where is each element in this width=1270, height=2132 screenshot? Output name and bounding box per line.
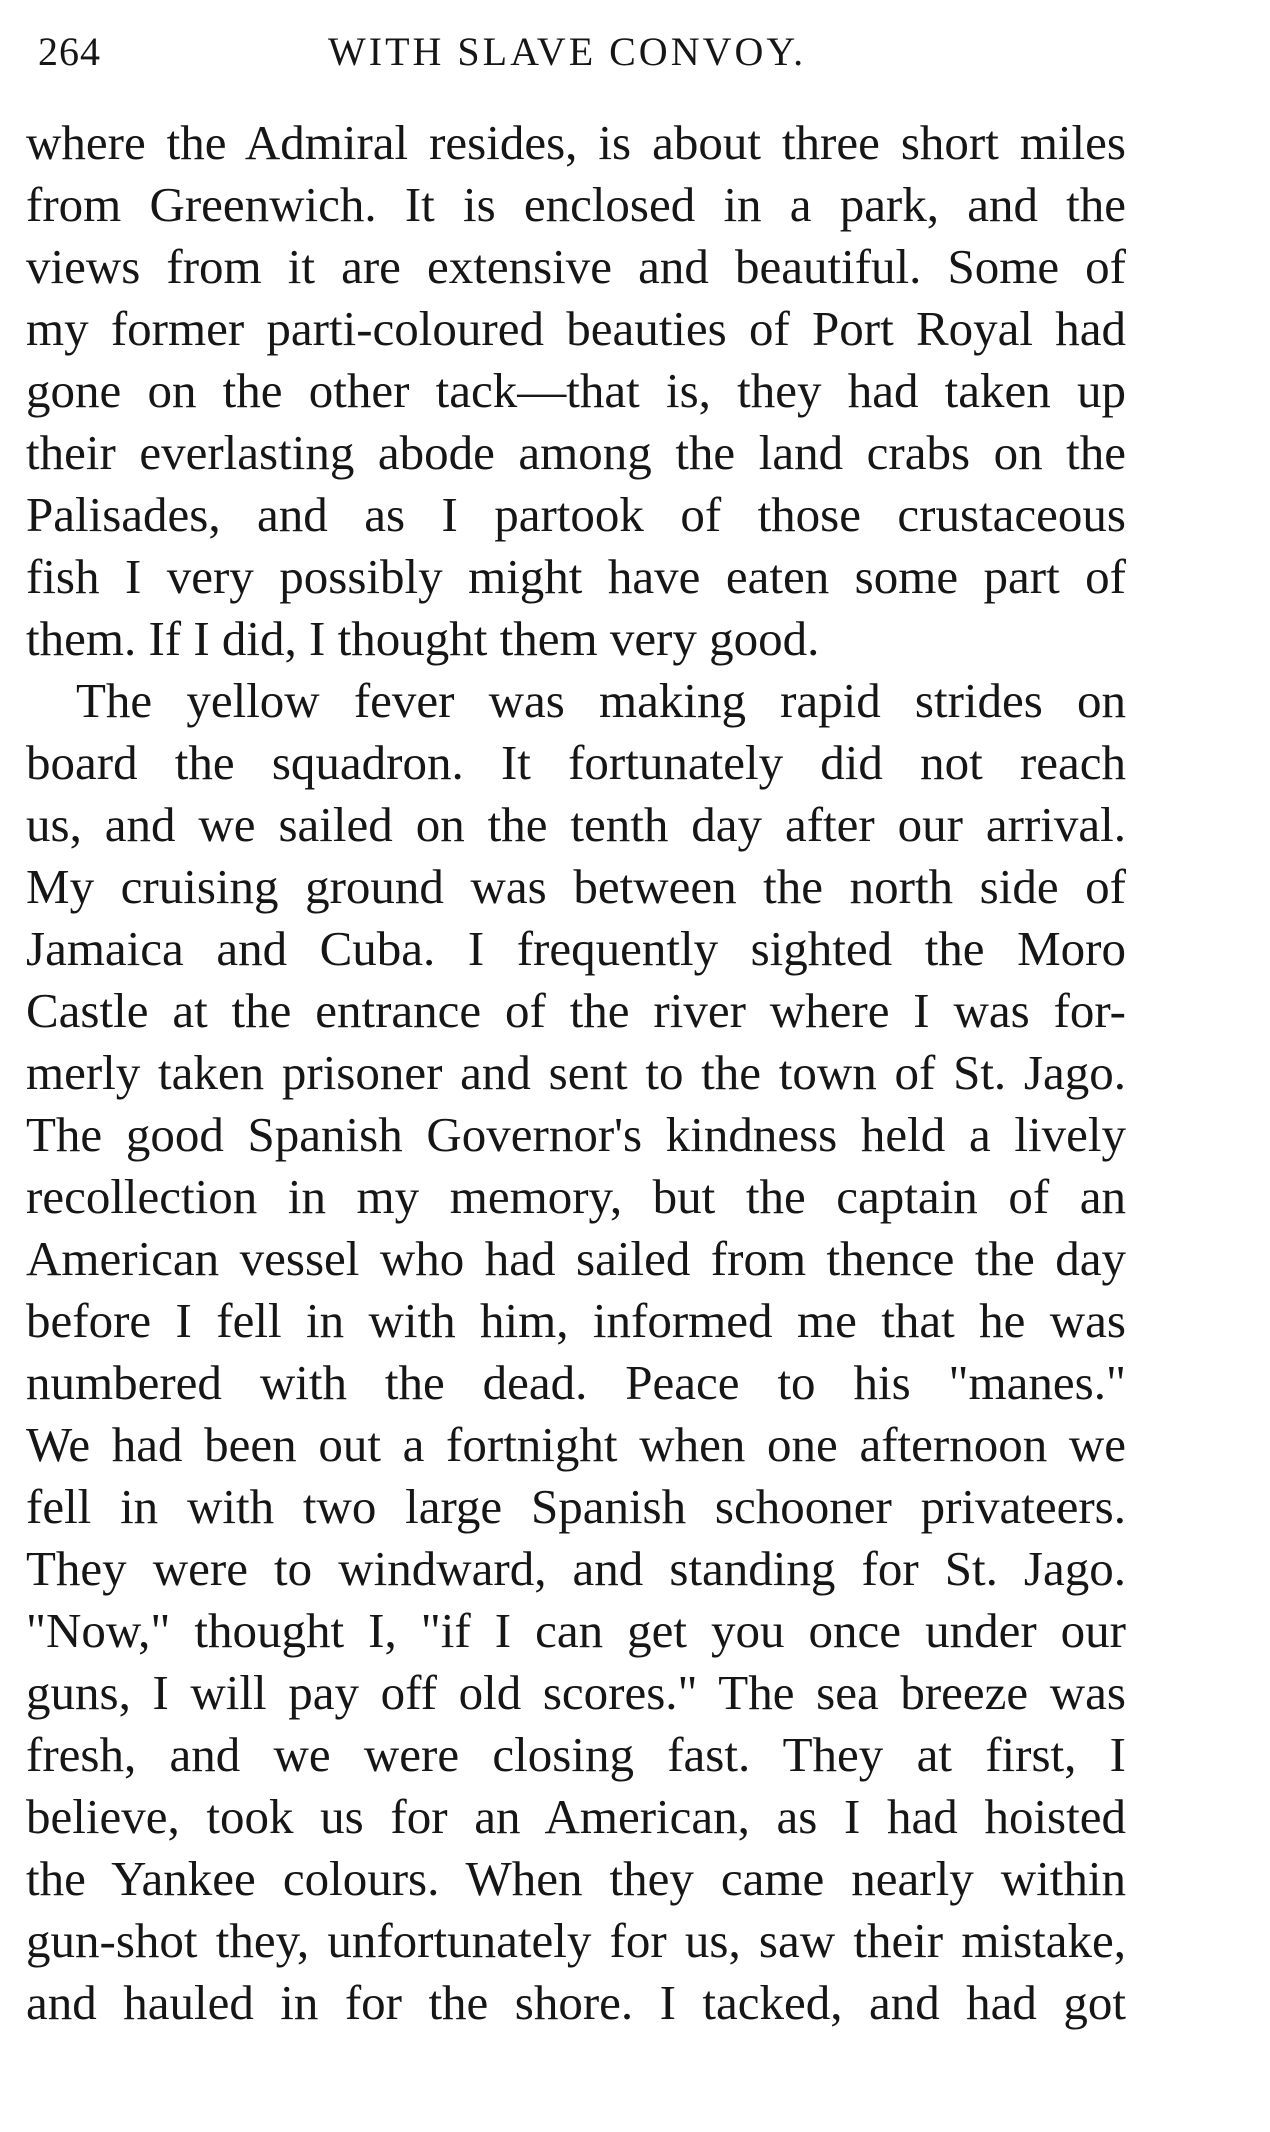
text-line: gone on the other tack—that is, they had taken up bbox=[26, 363, 1126, 418]
text-line: believe, took us for an American, as I had hoisted bbox=[26, 1789, 1126, 1844]
text-line: from Greenwich. It is enclosed in a park, and the bbox=[26, 177, 1126, 232]
text-line: and hauled in for the shore. I tacked, and had got bbox=[26, 1975, 1126, 2030]
text-line: We had been out a fortnight when one afternoon we bbox=[26, 1417, 1126, 1472]
text-line: recollection in my memory, but the captain of an bbox=[26, 1169, 1126, 1224]
text-line: numbered with the dead. Peace to his "manes." bbox=[26, 1355, 1126, 1410]
text-line: gun-shot they, unfortunately for us, saw their mistake, bbox=[26, 1913, 1126, 1968]
text-line: "Now," thought I, "if I can get you once under our bbox=[26, 1603, 1126, 1658]
running-title: WITH SLAVE CONVOY. bbox=[328, 29, 807, 74]
body-text bbox=[26, 112, 1126, 2034]
text-line: They were to windward, and standing for St. Jago. bbox=[26, 1541, 1126, 1596]
text-line: Castle at the entrance of the river where I was for- bbox=[26, 983, 1126, 1038]
running-head bbox=[38, 28, 1138, 88]
text-line: guns, I will pay off old scores." The sea breeze was bbox=[26, 1665, 1126, 1720]
text-line: fresh, and we were closing fast. They at first, I bbox=[26, 1727, 1126, 1782]
text-line: their everlasting abode among the land crabs on the bbox=[26, 425, 1126, 480]
text-line: Palisades, and as I partook of those crustaceous bbox=[26, 487, 1126, 542]
text-line: fell in with two large Spanish schooner privateers. bbox=[26, 1479, 1126, 1534]
text-line: American vessel who had sailed from thence the day bbox=[26, 1231, 1126, 1286]
paragraph-first-line: The yellow fever was making rapid strides on bbox=[76, 673, 1126, 728]
text-line: merly taken prisoner and sent to the town of St. Jago. bbox=[26, 1045, 1126, 1100]
text-line: before I fell in with him, informed me that he was bbox=[26, 1293, 1126, 1348]
text-line: them. If I did, I thought them very good. bbox=[26, 611, 820, 666]
text-line: the Yankee colours. When they came nearly within bbox=[26, 1851, 1126, 1906]
text-line: board the squadron. It fortunately did not reach bbox=[26, 735, 1126, 790]
text-line: My cruising ground was between the north side of bbox=[26, 859, 1126, 914]
text-line: my former parti-coloured beauties of Port Royal had bbox=[26, 301, 1126, 356]
text-line: Jamaica and Cuba. I frequently sighted the Moro bbox=[26, 921, 1126, 976]
text-line: The good Spanish Governor's kindness held a lively bbox=[26, 1107, 1126, 1162]
text-line: fish I very possibly might have eaten some part of bbox=[26, 549, 1126, 604]
text-line: where the Admiral resides, is about three short miles bbox=[26, 115, 1126, 170]
text-line: us, and we sailed on the tenth day after our arrival. bbox=[26, 797, 1126, 852]
page-number: 264 bbox=[38, 29, 101, 74]
text-line: views from it are extensive and beautiful. Some of bbox=[26, 239, 1126, 294]
